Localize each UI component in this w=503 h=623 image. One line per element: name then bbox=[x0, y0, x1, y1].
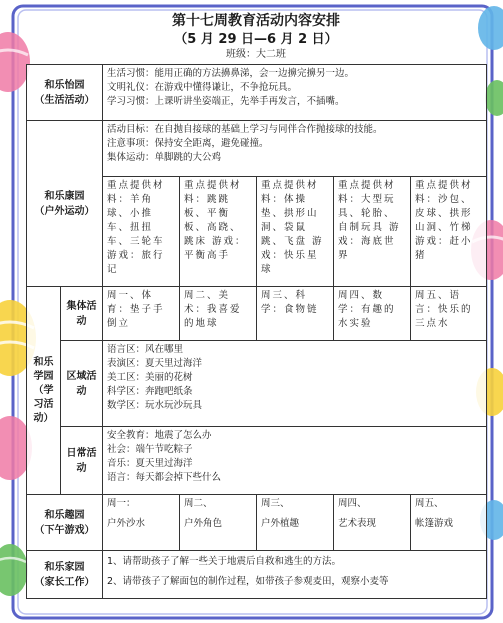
home-header: 和乐家园 （家长工作） bbox=[27, 551, 103, 599]
outdoor-group-2: 重点提供材料：跳跳板、平衡板、高跷、跳床 游戏：平衡高手 bbox=[180, 177, 257, 287]
schedule-table bbox=[26, 64, 487, 599]
study-area-row bbox=[27, 341, 487, 427]
class-label: 班级：大二班 bbox=[226, 49, 286, 60]
life-row bbox=[27, 65, 487, 121]
study-area-content: 语言区：风在哪里 表演区：夏天里过海洋 美工区：美丽的花树 科学区：奔跑吧纸条 数学区：玩水玩沙玩具 bbox=[103, 341, 487, 427]
fun-day-3: 周三、 户外植趣 bbox=[257, 495, 334, 551]
study-header: 和乐学园（学习活动） bbox=[27, 287, 61, 495]
outdoor-row bbox=[27, 121, 487, 177]
fun-day-2: 周二、 户外角色 bbox=[180, 495, 257, 551]
outdoor-content: 活动目标：在自抛自接球的基础上学习与同伴合作抛接球的技能。 注意事项：保持安全距离，避免碰撞。 集体运动：单脚跳的大公鸡 bbox=[103, 121, 487, 177]
life-content: 生活习惯：能用正确的方法擤鼻涕，会一边擤完擤另一边。 文明礼仪：在游戏中懂得谦让，不争抢玩具。 学习习惯：上课听讲坐姿端正，先举手再发言，不插嘴。 bbox=[103, 65, 487, 121]
outdoor-group-5: 重点提供材料：沙包、皮球、拱形山洞、竹梯 游戏：赶小猪 bbox=[411, 177, 487, 287]
home-content: 1、请帮助孩子了解一些关于地震后自救和逃生的方法。 2、请带孩子了解面包的制作过程，如带孩子参观麦田，观察小麦等 bbox=[103, 551, 487, 599]
study-day-2: 周二、美术：我喜爱的地球 bbox=[180, 287, 257, 341]
fun-row bbox=[27, 495, 487, 551]
study-day-4: 周四、数学：有趣的水实验 bbox=[334, 287, 411, 341]
outdoor-header: 和乐康园 （户外运动） bbox=[27, 121, 103, 287]
study-day-3: 周三、科学：食物链 bbox=[257, 287, 334, 341]
page-title: 第十七周教育活动内容安排 bbox=[172, 13, 340, 29]
study-daily-row bbox=[27, 427, 487, 495]
study-area-label: 区域活动 bbox=[61, 341, 103, 427]
study-day-5: 周五、语言：快乐的三点水 bbox=[411, 287, 487, 341]
page-subtitle: （5 月 29 日—6 月 2 日） bbox=[174, 32, 338, 47]
home-row bbox=[27, 551, 487, 599]
study-group-row bbox=[27, 287, 487, 341]
outdoor-group-4: 重点提供材料：大型玩具、轮胎、自制玩具 游戏：海底世界 bbox=[334, 177, 411, 287]
fun-day-5: 周五、 帐篷游戏 bbox=[411, 495, 487, 551]
study-day-1: 周一、体育：垫子手倒立 bbox=[103, 287, 180, 341]
outdoor-group-3: 重点提供材料：体操垫、拱形山洞、袋鼠跳、飞盘 游戏：快乐星球 bbox=[257, 177, 334, 287]
study-group-label: 集体活动 bbox=[61, 287, 103, 341]
balloon-green-bottom-left bbox=[0, 544, 28, 596]
schedule-page bbox=[26, 10, 486, 599]
study-daily-label: 日常活动 bbox=[61, 427, 103, 495]
fun-day-1: 周一： 户外沙水 bbox=[103, 495, 180, 551]
study-daily-content: 安全教育：地震了怎么办 社会：端午节吃粽子 音乐：夏天里过海洋 语言：每天都会掉下些什么 bbox=[103, 427, 487, 495]
fun-header: 和乐趣园 （下午游戏） bbox=[27, 495, 103, 551]
outdoor-group-1: 重点提供材料：羊角球、小推车、扭扭车、三轮车 游戏：旅行记 bbox=[103, 177, 180, 287]
life-header: 和乐怡园 （生活活动） bbox=[27, 65, 103, 121]
fun-day-4: 周四、 艺术表现 bbox=[334, 495, 411, 551]
